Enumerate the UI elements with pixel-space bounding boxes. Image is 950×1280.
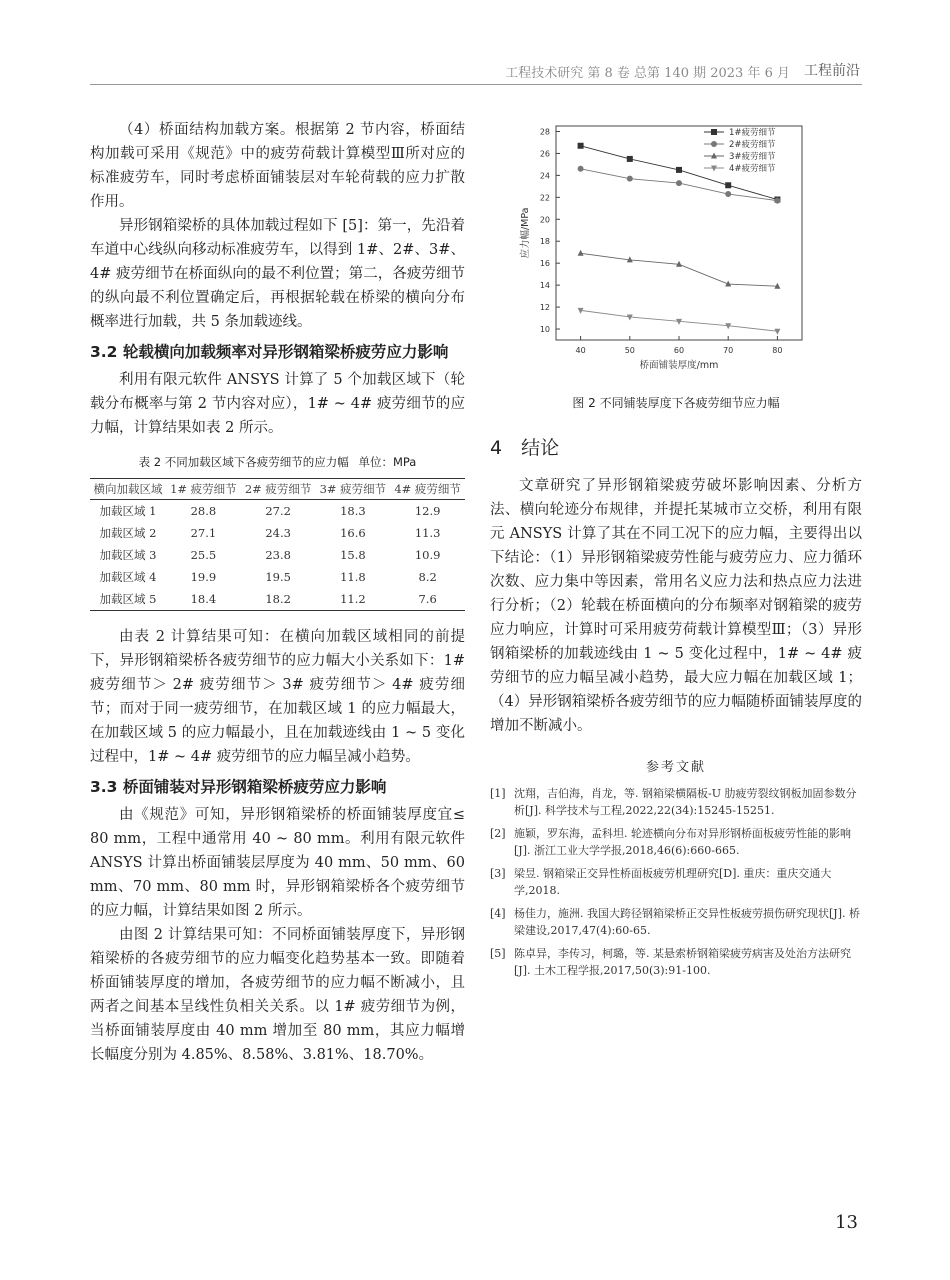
table-unit: 单位：MPa — [358, 455, 417, 469]
data-point-series-2 — [774, 198, 780, 204]
legend-label: 4#疲劳细节 — [729, 164, 776, 174]
figure-caption: 图 2 不同铺装厚度下各疲劳细节应力幅 — [572, 396, 780, 410]
table-row — [90, 588, 465, 611]
table-cell: 18.3 — [340, 504, 366, 518]
section-heading-3-3: 3.3 桥面铺装对异形钢箱梁桥疲劳应力影响 — [90, 778, 387, 796]
table-cell: 加载区域 1 — [99, 504, 157, 518]
legend-marker — [711, 166, 717, 172]
paragraph-conclusion: 文章研究了异形钢箱梁疲劳破坏影响因素、分析方法、横向轮迹分布规律，并提托某城市立交桥，利用有限元 ANSYS 计算了其在不同工况下的应力幅，主要得出以下结论：（1）异形钢箱梁疲劳性能与疲劳应力、应力循环次数、应力集中等因素，常用名义应力法和热点应力法进行分析；（2）轮载在桥面横向的分布频率对钢箱梁的疲劳应力响应，计算时可采用疲劳荷载计算模型Ⅲ；（3）异形钢箱梁桥的加载迹线由 1 ~ 5 变化过程中，1# ~ 4# 疲劳细节的应力幅呈减小趋势，最大应力幅在加载区域 1；（4）异形钢箱梁桥各疲劳细节的应力幅随桥面铺装厚度的增加不断减小。 — [490, 478, 862, 734]
reference-number: [5] — [490, 947, 506, 960]
y-tick-label: 14 — [539, 281, 550, 291]
table-cell: 19.5 — [265, 570, 291, 584]
table-cell: 11.3 — [414, 526, 441, 540]
table-header-cell: 横向加载区域 — [90, 479, 166, 500]
data-point-series-2 — [578, 166, 584, 172]
paragraph-loading-process: 异形钢箱梁桥的具体加载过程如下 [5]：第一，先沿着车道中心线纵向移动标准疲劳车，以得到 1#、2#、3#、4# 疲劳细节在桥面纵向的最不利位置；第二，各疲劳细节的纵向最不利位置确定后，再根据轮载在桥梁的横向分布概率进行加载，共 5 条加载迹线。 — [90, 218, 465, 330]
data-point-series-3 — [578, 250, 584, 256]
legend-marker — [711, 129, 717, 135]
data-point-series-2 — [627, 176, 633, 182]
table-cell: 加载区域 2 — [99, 526, 157, 540]
legend-marker — [711, 153, 717, 159]
y-tick-label: 16 — [539, 259, 550, 269]
table-cell: 27.1 — [190, 526, 217, 540]
table-cell: 23.8 — [265, 548, 291, 562]
table-header-cell: 4# 疲劳细节 — [390, 479, 465, 500]
reference-text: 梁昱. 钢箱梁正交异性桥面板疲劳机理研究[D]. 重庆：重庆交通大学,2018. — [514, 867, 832, 897]
table-cell: 16.6 — [340, 526, 366, 540]
left-column — [90, 118, 465, 1067]
paragraph-figure-analysis: 由图 2 计算结果可知：不同桥面铺装厚度下，异形钢箱梁桥的各疲劳细节的应力幅变化趋势基本一致。即随着桥面铺装厚度的增加，各疲劳细节的应力幅不断减小，且两者之间基本呈线性负相关关系。以 1# 疲劳细节为例，当桥面铺装厚度由 40 mm 增加至 80 mm，其应力幅增长幅度分别为 4.85%、8.58%、3.81%、18.70%。 — [90, 927, 465, 1063]
stress-table — [90, 478, 465, 611]
table-cell: 27.2 — [265, 504, 291, 518]
x-tick-label: 80 — [772, 346, 783, 355]
paragraph-ansys-zones: 利用有限元软件 ANSYS 计算了 5 个加载区域下（轮载分布概率与第 2 节内容对应），1# ~ 4# 疲劳细节的应力幅，计算结果如表 2 所示。 — [90, 372, 465, 436]
legend-marker — [711, 141, 717, 147]
y-tick-label: 18 — [539, 237, 550, 247]
table-cell: 7.6 — [390, 588, 465, 611]
reference-text: 陈卓异，李传习，柯璐，等. 某悬索桥钢箱梁疲劳病害及处治方法研究[J]. 土木工程学报,2017,50(3):91-100. — [514, 947, 851, 977]
table-cell: 11.2 — [316, 588, 391, 611]
reference-number: [2] — [490, 827, 506, 840]
x-axis-label: 桥面铺装厚度/mm — [639, 360, 719, 371]
reference-item — [490, 945, 862, 979]
table-row — [90, 522, 465, 544]
data-point-series-4 — [774, 329, 780, 335]
table-cell: 8.2 — [418, 570, 437, 584]
data-point-series-1 — [725, 182, 731, 188]
table-cell: 加载区域 4 — [99, 570, 157, 584]
table-cell: 28.8 — [190, 504, 217, 518]
right-column — [490, 112, 862, 985]
y-tick-label: 20 — [539, 215, 550, 225]
header-rule — [90, 84, 862, 85]
reference-number: [3] — [490, 867, 506, 880]
reference-item — [490, 865, 862, 899]
y-tick-label: 26 — [539, 149, 550, 159]
table-cell: 11.8 — [340, 570, 366, 584]
table-cell: 12.9 — [414, 504, 441, 518]
table-cell: 加载区域 5 — [90, 588, 166, 611]
table-caption — [90, 454, 465, 470]
table-cell: 18.2 — [241, 588, 316, 611]
y-axis-label: 应力幅/MPa — [520, 207, 531, 259]
running-header-journal: 工程前沿 — [804, 63, 860, 79]
paragraph-loading-scheme: （4）桥面结构加载方案。根据第 2 节内容，桥面结构加载可采用《规范》中的疲劳荷载计算模型Ⅲ所对应的标准疲劳车，同时考虑桥面铺装层对车轮荷载的应力扩散作用。 — [90, 122, 465, 210]
y-tick-label: 12 — [539, 303, 550, 313]
series-line-3 — [581, 253, 778, 286]
table-header-cell: 3# 疲劳细节 — [316, 479, 391, 500]
legend-label: 3#疲劳细节 — [729, 152, 776, 162]
table-cell: 19.9 — [190, 570, 217, 584]
table-cell: 25.5 — [190, 548, 217, 562]
table-cell: 10.9 — [414, 548, 441, 562]
reference-text: 沈翔，吉伯海，肖龙，等. 钢箱梁横隔板-U 肋疲劳裂纹钢板加固参数分析[J]. 科学技术与工程,2022,22(34):15245-15251. — [514, 787, 857, 817]
references-title: 参考文献 — [645, 760, 706, 775]
stress-line-chart — [490, 112, 862, 384]
data-point-series-2 — [676, 180, 682, 186]
table-cell: 24.3 — [265, 526, 291, 540]
table-header-cell: 2# 疲劳细节 — [241, 479, 316, 500]
reference-text: 杨佳力，施洲. 我国大跨径钢箱梁桥正交异性板疲劳损伤研究现状[J]. 桥梁建设,2017,47(4):60-65. — [514, 907, 860, 937]
reference-item — [490, 785, 862, 819]
table-cell: 18.4 — [166, 588, 241, 611]
y-tick-label: 22 — [539, 193, 550, 203]
table-header-row — [90, 479, 465, 500]
table-header-cell: 1# 疲劳细节 — [166, 479, 241, 500]
running-header-info: 工程技术研究 第 8 卷 总第 140 期 2023 年 6 月 — [505, 66, 790, 81]
data-point-series-1 — [578, 143, 584, 149]
y-tick-label: 24 — [539, 171, 550, 181]
paragraph-table-analysis: 由表 2 计算结果可知：在横向加载区域相同的前提下，异形钢箱梁桥各疲劳细节的应力幅大小关系如下：1# 疲劳细节＞ 2# 疲劳细节＞ 3# 疲劳细节＞ 4# 疲劳细节；而对于同一疲劳细节，在加载区域 1 的应力幅最大，在加载区域 5 的应力幅最小，且在加载迹线由 1 ~ 5 变化过程中，1# ~ 4# 疲劳细节的应力幅呈减小趋势。 — [90, 629, 465, 765]
table-row — [90, 544, 465, 566]
y-tick-label: 10 — [539, 325, 550, 335]
section-heading-3-2: 3.2 轮载横向加载频率对异形钢箱梁桥疲劳应力影响 — [90, 343, 449, 361]
reference-item — [490, 905, 862, 939]
table-cell: 15.8 — [340, 548, 366, 562]
data-point-series-1 — [627, 156, 633, 162]
data-point-series-2 — [725, 191, 731, 197]
legend-label: 2#疲劳细节 — [729, 140, 776, 150]
table-cell: 加载区域 3 — [99, 548, 157, 562]
x-tick-label: 50 — [624, 346, 635, 355]
section-heading-4: 4 结论 — [490, 437, 560, 459]
legend-label: 1#疲劳细节 — [729, 128, 776, 138]
page-number: 13 — [835, 1212, 858, 1233]
reference-number: [1] — [490, 787, 506, 800]
data-point-series-1 — [676, 167, 682, 173]
reference-text: 施颖，罗东海，孟科坦. 轮迹横向分布对异形钢桥面板疲劳性能的影响[J]. 浙江工业大学学报,2018,46(6):660-665. — [514, 827, 851, 857]
reference-item — [490, 825, 862, 859]
x-tick-label: 60 — [673, 346, 685, 355]
y-tick-label: 28 — [539, 127, 550, 137]
paragraph-pavement-thickness: 由《规范》可知，异形钢箱梁桥的桥面铺装厚度宜≤ 80 mm，工程中通常用 40 ~ 80 mm。利用有限元软件 ANSYS 计算出桥面铺装层厚度为 40 mm、50 mm、60 mm、70 mm、80 mm 时，异形钢箱梁桥各个疲劳细节的应力幅，计算结果如图 2 所示。 — [90, 807, 465, 919]
table-row — [90, 566, 465, 588]
table-row — [90, 500, 465, 523]
x-tick-label: 70 — [723, 346, 734, 355]
reference-number: [4] — [490, 907, 506, 920]
table-title: 表 2 不同加载区域下各疲劳细节的应力幅 — [138, 455, 349, 469]
x-tick-label: 40 — [575, 346, 586, 355]
